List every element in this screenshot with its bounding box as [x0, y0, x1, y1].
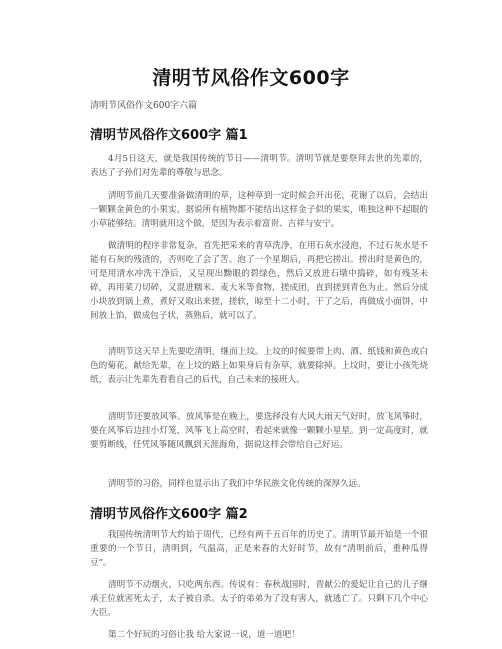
paragraph: 清明节还要放风筝。放风筝是在晚上，要选择没有大风大雨天气好时，放飞风筝时，要在风筝后边挂小灯笼，风筝飞上高空时，看起来就像一颗颗小星星。到一定高度时，就要剪断线，任凭风筝随风飘到天涯海角，据说这样会带给自己好运。: [90, 412, 428, 450]
paragraph: 4月5日这天，就是我国传统的节日——清明节。清明节就是要祭拜去世的先辈的，表达了子孙们对先辈的尊敬与思念。: [90, 154, 428, 178]
document-subtitle: 清明节风俗作文600字六篇: [90, 101, 198, 111]
paragraph: 清明节不动烟火，只吃两东西。传说有：春秋战国时，晋献公的爱妃让自己的儿子继承王位就害死太子，太子被自杀。太子的弟弟为了没有害人，就逃亡了。只剩下几个中心大臣。: [90, 580, 428, 618]
section-heading-1: 清明节风俗作文600字 篇1: [90, 128, 248, 143]
paragraph: 我国传统清明节大约始于周代，已经有两千五百年的历史了。清明节最开始是一个很重要的一个节日，清明到，气温高，正是来春的大好时节，故有“清明前后，重种瓜得豆”。: [90, 530, 428, 568]
paragraph: 清明节这天早上先要吃清明，继而上坟。上坟的时候要带上肉、酒、纸钱和黄色或白色的菊花，献给先辈，在上坟的路上如果身后有杂草，就要除掉。上坟时，要让小孩先烧纸，表示让先辈先看看自己的后代，自己未来的接班人。: [90, 347, 428, 385]
paragraph: 第二个好玩的习俗让我 给大家说一说，道一道吧！: [108, 630, 300, 640]
paragraph: 做清明的程序非常复杂，首先把采来的青草洗净，在用石灰水浸泡，不过石灰水是不能有石灰的残渣的，否则吃了会了苦。泡了一个星期后，再把它捞出。捞出时是黄色的，可是用清水冲洗干净后，又呈现出黝眼的碧绿色，然后又放进石墩中捣碎，如有残茎未碎，再用菜刀切碎，又混进糯米、麦大米等食物，搓成团，直到搓到青色为止。然后分成小块放到锅上煮，煮好又取出来搓，搓软，晾至十二小时，干了之后，再做成小面饼，中间放上馅，做成包子状，蒸熟后，就可以了。: [90, 241, 428, 321]
section-heading-2: 清明节风俗作文600字 篇2: [90, 507, 248, 522]
document-title: 清明节风俗作文600字: [152, 67, 350, 89]
paragraph: 清明节前几天要准备做清明的草，这种草到一定时候会开出花，花谢了以后，会结出一颗颗金黄色的小果实，据说所有植物都不能结出这样金子似的果实，唯独这种不起眼的小草能够结。清明就用这个做，是因为表示着富贵、吉祥与安宁。: [90, 191, 428, 229]
paragraph: 清明节的习俗，同样也显示出了我们中华民族文化传统的深厚久远。: [108, 479, 366, 489]
